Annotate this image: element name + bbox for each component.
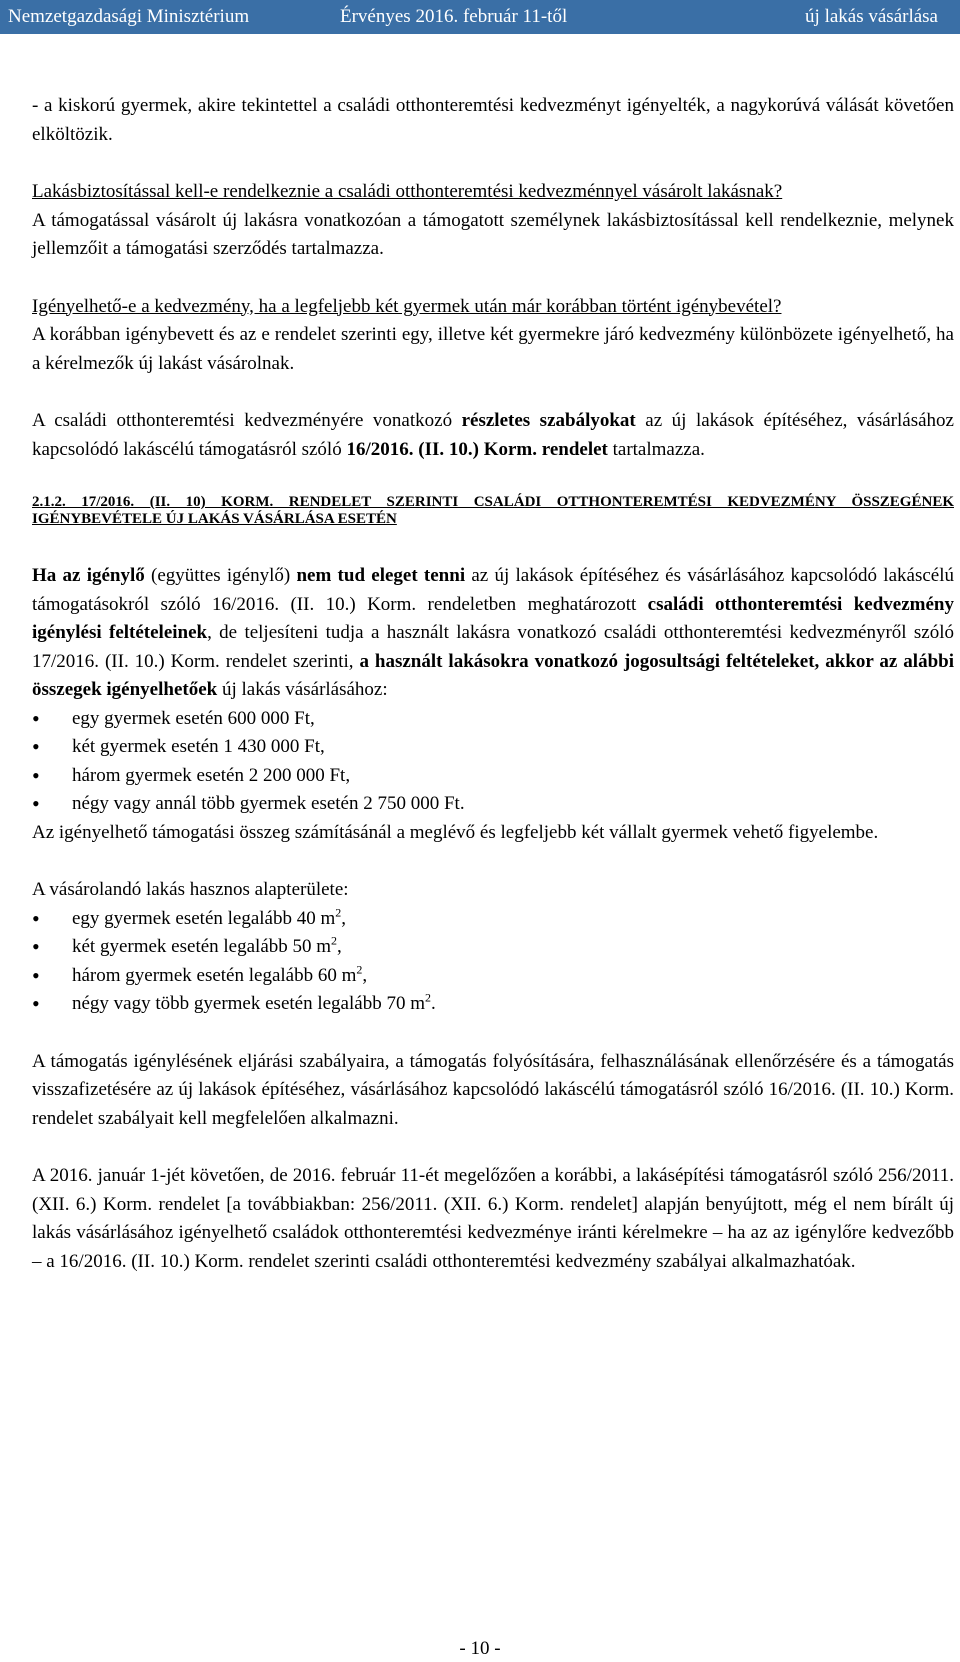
text-run: A családi otthonteremtési kedvezményére vonatkozó: [32, 410, 462, 431]
text-run: (együttes igénylő): [144, 565, 297, 586]
list-item: [32, 990, 954, 1019]
text-run: ,: [362, 964, 368, 986]
paragraph-procedure: A támogatás igénylésének eljárási szabályaira, a támogatás folyósítására, felhasználásának ellenőrzésére és a támogatás visszafizetésére az új lakások építéséhez, vásárlásához kapcsolódó lakáscélú támogatásról szóló 16/2016. (II. 10.) Korm. rendelet szabályait kell megfelelően alkalmazni.: [32, 1050, 954, 1129]
header-ministry: Nemzetgazdasági Minisztérium: [8, 6, 250, 27]
page-header: [0, 0, 960, 34]
bold-run: családi otthonteremtési kedvezmény igénylési feltételeinek: [32, 593, 954, 643]
paragraph-detailed-rules: [32, 407, 954, 464]
text-run: egy gyermek esetén legalább 40 m: [72, 907, 336, 929]
header-topic: új lakás vásárlása: [805, 6, 938, 27]
question-previous-claim: Igényelhető-e a kedvezmény, ha a legfeljebb két gyermek után már korábban történt igénybevétel?: [32, 295, 782, 317]
area-intro: A vásárolandó lakás hasznos alapterülete:: [32, 879, 349, 900]
text-run: új lakás vásárlásához:: [217, 679, 388, 700]
answer-insurance: A támogatással vásárolt új lakásra vonatkozóan a támogatott személynek lakásbiztosítással kell rendelkeznie, melynek jellemzőit a támogatási szerződés tartalmazza.: [32, 209, 954, 259]
text-run: tartalmazza.: [607, 438, 705, 460]
area-list: [32, 905, 954, 1019]
text-run: két gyermek esetén legalább 50 m: [72, 936, 332, 957]
document-body: [32, 92, 954, 1276]
text-run: ,: [341, 907, 347, 929]
text-run: az új lakások építéséhez, vásárlásához kapcsolódó lakáscélú támogatásról szóló: [32, 410, 954, 460]
bold-run: részletes szabályokat: [461, 410, 636, 431]
bold-run: 16/2016. (II. 10.) Korm. rendelet: [346, 438, 608, 460]
paragraph-transition: A 2016. január 1-jét követően, de 2016. február 11-ét megelőzően a korábbi, a lakásépítési támogatásról szóló 256/2011. (XII. 6.) Korm. rendelet [a továbbiakban: 256/2011. (XII. 6.) Korm. rendelet] alapján benyújtott, még el nem bírált új lakás vásárlásához igényelhető családok otthonteremtési kedvezménye iránti kérelmekre – ha az az igénylőre kedvezőbb – a 16/2016. (II. 10.) Korm. rendelet szerinti családi otthonteremtési kedvezmény szabályai alkalmazhatóak.: [32, 1165, 954, 1272]
amount-list: [32, 705, 954, 819]
text-run: , de teljesíteni tudja a használt lakásra vonatkozó családi otthonteremtési kedvezményről szóló 17/2016. (II. 10.) Korm. rendelet szerinti,: [32, 622, 954, 672]
paragraph-child-moves-out: - a kiskorú gyermek, akire tekintettel a családi otthonteremtési kedvezményt igényelték, a nagykorúvá válását követően elköltözik.: [32, 95, 954, 145]
text-run: .: [430, 993, 436, 1014]
superscript: 2: [331, 933, 338, 948]
paragraph-children-counted: Az igényelhető támogatási összeg számításánál a meglévő és legfeljebb két vállalt gyermek vehető figyelembe.: [32, 821, 879, 843]
list-item: [32, 962, 954, 991]
superscript: 2: [424, 990, 431, 1005]
list-item: • négy vagy annál több gyermek esetén 2 750 000 Ft.: [32, 790, 954, 819]
answer-previous-claim: A korábban igénybevett és az e rendelet szerinti egy, illetve két gyermekre járó kedvezmény különbözete igényelhető, ha a kérelmezők új lakást vásárolnak.: [32, 324, 954, 374]
text-run: négy vagy több gyermek esetén legalább 70 m: [72, 993, 425, 1014]
header-validity: Érvényes 2016. február 11-től: [340, 6, 568, 27]
page-number: - 10 -: [459, 1638, 501, 1659]
text-run: három gyermek esetén legalább 60 m: [72, 964, 357, 986]
bold-run: Ha az igénylő: [32, 565, 145, 586]
list-item: • egy gyermek esetén 600 000 Ft,: [32, 705, 954, 734]
paragraph-eligibility: [32, 562, 954, 705]
list-item: • két gyermek esetén 1 430 000 Ft,: [32, 733, 954, 762]
bold-run: nem tud eleget tenni: [296, 565, 466, 586]
question-insurance: Lakásbiztosítással kell-e rendelkeznie a családi otthonteremtési kedvezménnyel vásárolt lakásnak?: [32, 181, 783, 202]
list-item: [32, 933, 954, 962]
bold-run: a használt lakásokra vonatkozó jogosultsági feltételeket, akkor az alábbi összegek igényelhetőek: [32, 650, 954, 700]
section-heading: 2.1.2. 17/2016. (II. 10) KORM. RENDELET SZERINTI CSALÁDI OTTHONTEREMTÉSI KEDVEZMÉNY ÖSSZEGÉNEK IGÉNYBEVÉTELE ÚJ LAKÁS VÁSÁRLÁSA ESETÉN: [32, 494, 954, 527]
superscript: 2: [335, 905, 342, 920]
superscript: 2: [356, 962, 363, 977]
text-run: az új lakások építéséhez és vásárlásához kapcsolódó lakáscélú támogatásokról szóló 16/2016. (II. 10.) Korm. rendeletben meghatározott: [32, 565, 954, 615]
list-item: • három gyermek esetén 2 200 000 Ft,: [32, 762, 954, 791]
text-run: ,: [337, 936, 342, 957]
list-item: [32, 905, 954, 934]
